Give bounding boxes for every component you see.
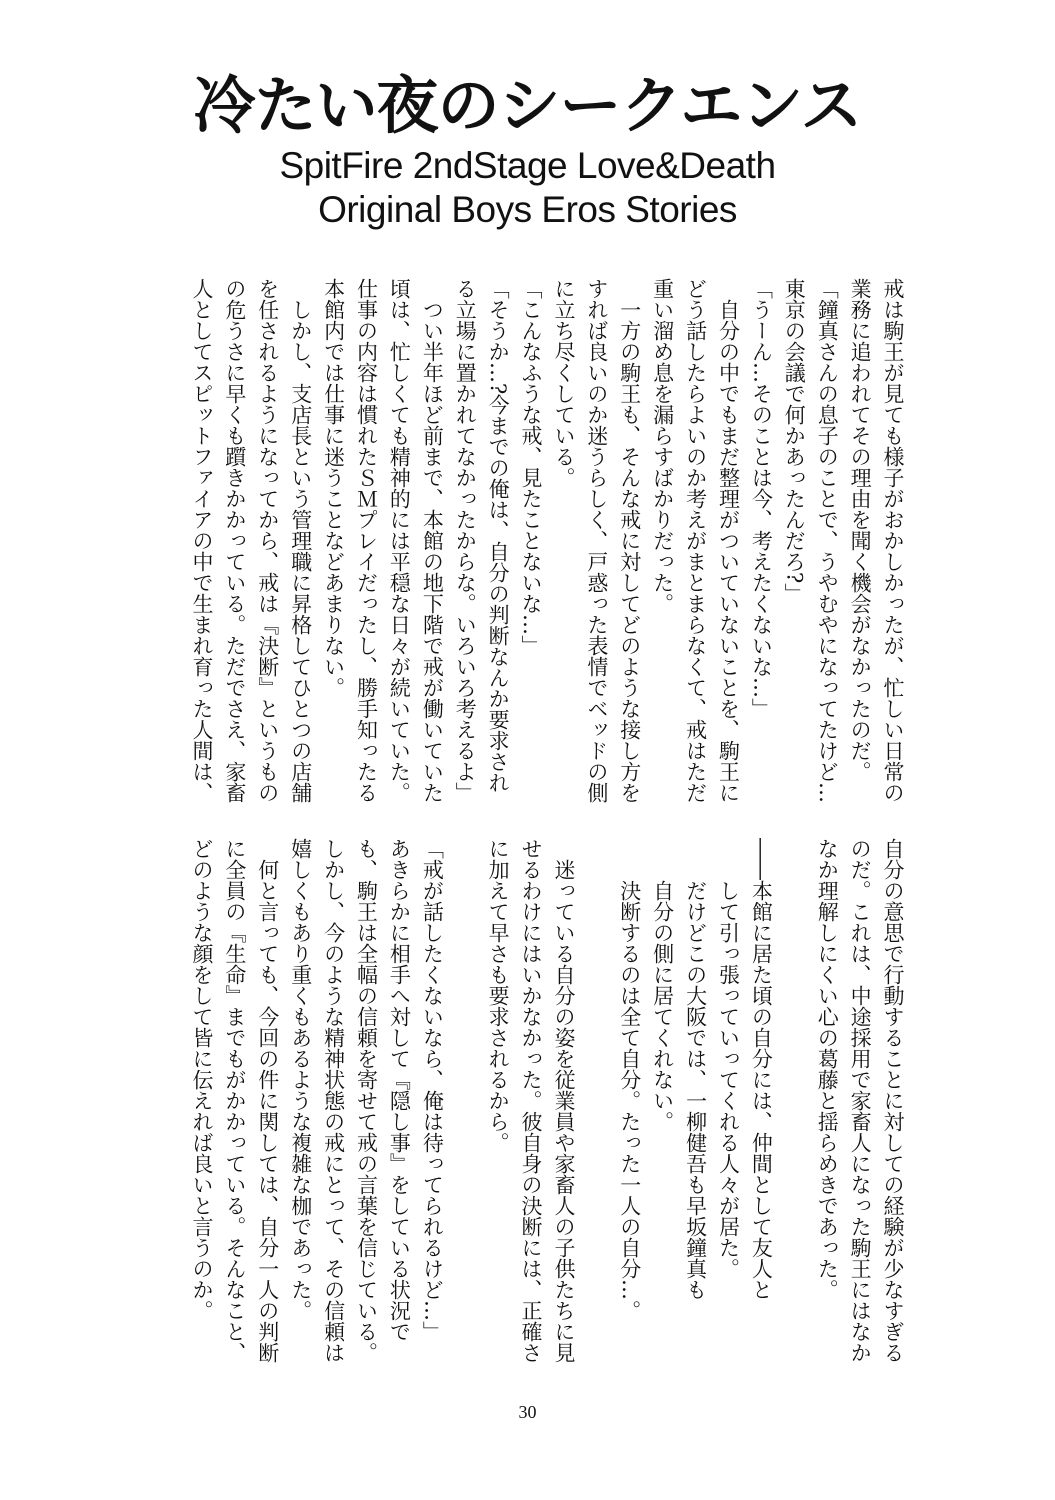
subtitle-line-1: SpitFire 2ndStage Love&Death bbox=[279, 145, 776, 186]
lower-text-block: 自分の意思で行動することに対しての経験が少なすぎる のだ。これは、中途採用で家畜人になった駒王にはなか なか理解しにくい心の葛藤と揺らめきであった。 ――本館に居た頃の自分には、仲間として友人と して引っ張っていってくれる人々が居た。 だけどこの大阪では、一柳健吾も早坂鐘真も 自分の側に居てくれない。 決断するのは全て自分。たった一人の自分…。 迷っている自分の姿を従業員や家畜人の子供たちに見 せるわけにはいかなかった。彼自身の決断には、正確さ に加えて早さも要求されるから。 「戒が話したくないなら、俺は待ってられるけど…」 あきらかに相手へ対して『隠し事』をしている状況で も、駒王は全幅の信頼を寄せて戒の言葉を信じている。 しかし、今のような精神状態の戒にとって、その信頼は 嬉しくもあり重くもあるような複雑な枷であった。 何と言っても、今回の件に関しては、自分一人の判断 に全員の『生命』までもがかかっている。そんなこと、 どのような顔をして皆に伝えれば良いと言うのか。 bbox=[189, 838, 905, 1363]
upper-text-block: 戒は駒王が見ても様子がおかしかったが、忙しい日常の 業務に追われてその理由を聞く機会がなかったのだ。 「鐘真さんの息子のことで、うやむやになってたけど… 東京の会議で何かあったんだろ?」 「うーん…そのことは今、考えたくないな…」 自分の中でもまだ整理がついていないことを、駒王に どう話したらよいのか考えがまとまらなくて、戒はただ 重い溜め息を漏らすばかりだった。 一方の駒王も、そんな戒に対してどのような接し方を すれば良いのか迷うらしく、戸惑った表情でベッドの側 に立ち尽くしている。 「こんなふうな戒、見たことないな…」 「そうか…?今までの俺は、自分の判断なんか要求され る立場に置かれてなかったからな。いろいろ考えるよ」 つい半年ほど前まで、本館の地下階で戒が働いていた 頃は、忙しくても精神的には平穏な日々が続いていた。 仕事の内容は慣れたＳＭプレイだったし、勝手知ったる 本館内では仕事に迷うことなどあまりない。 しかし、支店長という管理職に昇格してひとつの店舗 を任されるようになってから、戒は『決断』というもの の危うさに早くも躓きかかっている。ただでさえ、家畜 人としてスピットファイアの中で生まれ育った人間は、 bbox=[189, 278, 905, 803]
page-number: 30 bbox=[518, 1402, 537, 1422]
subtitle-line-2: Original Boys Eros Stories bbox=[318, 189, 737, 230]
story-title: 冷たい夜のシークエンス bbox=[193, 69, 862, 142]
